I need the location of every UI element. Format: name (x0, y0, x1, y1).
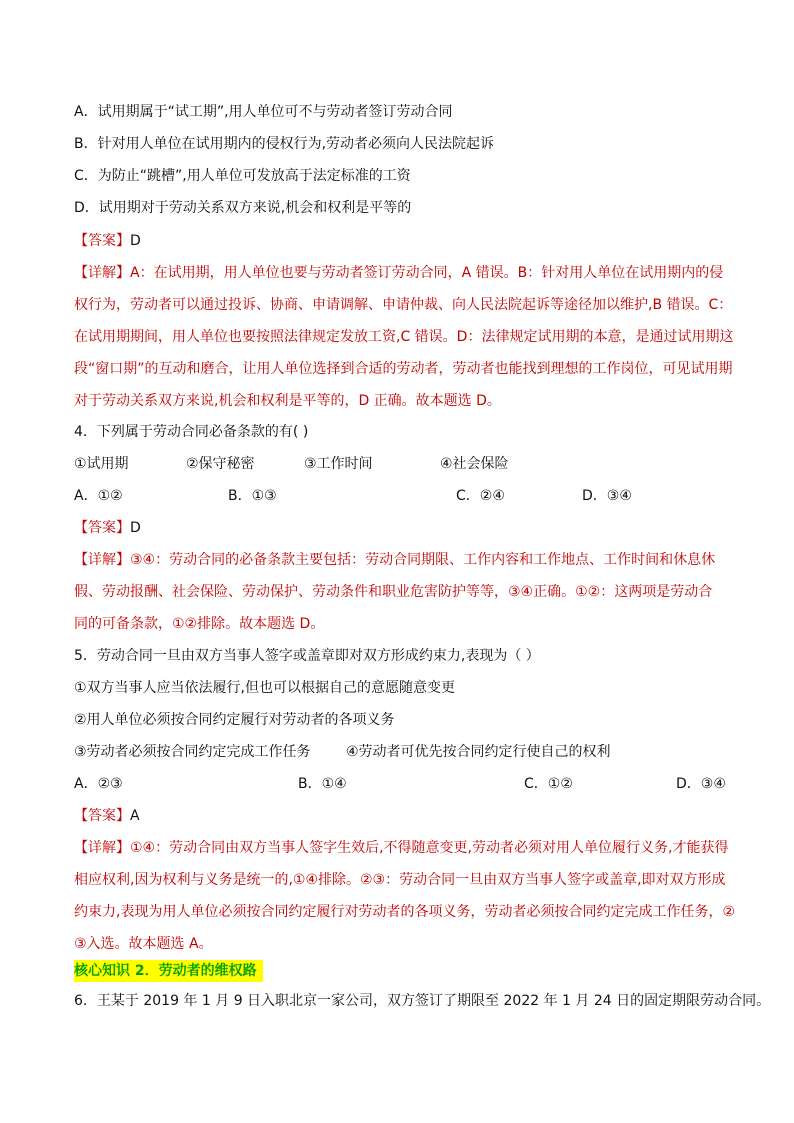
q4-item-3: ③工作时间 (304, 456, 373, 472)
q4-item-2: ②保守秘密 (186, 456, 255, 472)
q4-item-1: ①试用期 (74, 456, 129, 472)
q6-stem: 6．王某于 2019 年 1 月 9 日入职北京一家公司，双方签订了期限至 2022 年 1 月 24 日的固定期限劳动合同。 (74, 993, 771, 1009)
q3-detail-line: 权行为，劳动者可以通过投诉、协商、申请调解、申请仲裁、向人民法院起诉等途径加以维护,B 错误。C： (74, 297, 733, 313)
q5-detail-line: ③入选。故本题选 A。 (74, 936, 213, 952)
q5-item-4: ④劳动者可优先按合同约定行使自己的权利 (346, 744, 611, 760)
q3-option-a: A．试用期属于“试工期”,用人单位可不与劳动者签订劳动合同 (74, 104, 453, 120)
q4-answer (74, 519, 141, 537)
section-heading: 核心知识 2．劳动者的维权路 (74, 960, 263, 982)
q3-option-b: B．针对用人单位在试用期内的侵权行为,劳动者必须向人民法院起诉 (74, 136, 495, 152)
q3-option-c: C．为防止“跳槽”,用人单位可发放高于法定标准的工资 (74, 168, 411, 184)
q5-detail-line: 【详解】①④：劳动合同由双方当事人签字生效后,不得随意变更,劳动者必须对用人单位履行义务,才能获得 (74, 840, 729, 856)
q5-item-1: ①双方当事人应当依法履行,但也可以根据自己的意愿随意变更 (74, 680, 455, 696)
q3-option-d: D．试用期对于劳动关系双方来说,机会和权利是平等的 (74, 200, 412, 216)
q4-option-d: D．③④ (582, 488, 632, 504)
q3-detail-line: 在试用期期间，用人单位也要按照法律规定发放工资,C 错误。D：法律规定试用期的本意，是通过试用期这 (74, 329, 734, 345)
answer-tag: 【答案】 (74, 808, 130, 824)
q5-option-b: B．①④ (298, 776, 347, 792)
q5-option-c: C．①② (524, 776, 573, 792)
q5-option-d: D．③④ (676, 776, 726, 792)
answer-value: D (130, 233, 141, 249)
q4-option-a: A．①② (74, 488, 123, 504)
q5-stem: 5．劳动合同一旦由双方当事人签字或盖章即对双方形成约束力,表现为（ ） (74, 648, 540, 664)
q4-option-c: C．②④ (456, 488, 505, 504)
q3-answer (74, 232, 141, 250)
q4-item-4: ④社会保险 (440, 456, 509, 472)
q5-option-a: A．②③ (74, 776, 123, 792)
q4-detail-line: 假、劳动报酬、社会保险、劳动保护、劳动条件和职业危害防护等等，③④正确。①②：这两项是劳动合 (74, 584, 713, 600)
answer-tag: 【答案】 (74, 233, 130, 249)
q5-item-2: ②用人单位必须按合同约定履行对劳动者的各项义务 (74, 712, 395, 728)
q4-option-b: B．①③ (228, 488, 277, 504)
answer-tag: 【答案】 (74, 520, 130, 536)
q4-detail-line: 【详解】③④：劳动合同的必备条款主要包括：劳动合同期限、工作内容和工作地点、工作时间和休息休 (74, 552, 716, 568)
q3-detail-line: 对于劳动关系双方来说,机会和权利是平等的，D 正确。故本题选 D。 (74, 393, 501, 409)
q4-detail-line: 同的可备条款，①②排除。故本题选 D。 (74, 616, 325, 632)
q5-item-3: ③劳动者必须按合同约定完成工作任务 (74, 744, 311, 760)
q4-stem: 4．下列属于劳动合同必备条款的有( ) (74, 424, 309, 440)
answer-value: A (130, 808, 140, 824)
q5-detail-line: 相应权利,因为权利与义务是统一的,①④排除。②③：劳动合同一旦由双方当事人签字或盖章,即对双方形成 (74, 872, 726, 888)
q5-detail-line: 约束力,表现为用人单位必须按合同约定履行对劳动者的各项义务，劳动者必须按合同约定完成工作任务，② (74, 904, 735, 920)
q3-detail-line: 段“窗口期”的互动和磨合，让用人单位选择到合适的劳动者，劳动者也能找到理想的工作岗位，可见试用期 (74, 361, 733, 377)
q3-detail-line: 【详解】A：在试用期，用人单位也要与劳动者签订劳动合同，A 错误。B：针对用人单位在试用期内的侵 (74, 265, 724, 281)
q5-answer (74, 807, 140, 825)
answer-value: D (130, 520, 141, 536)
